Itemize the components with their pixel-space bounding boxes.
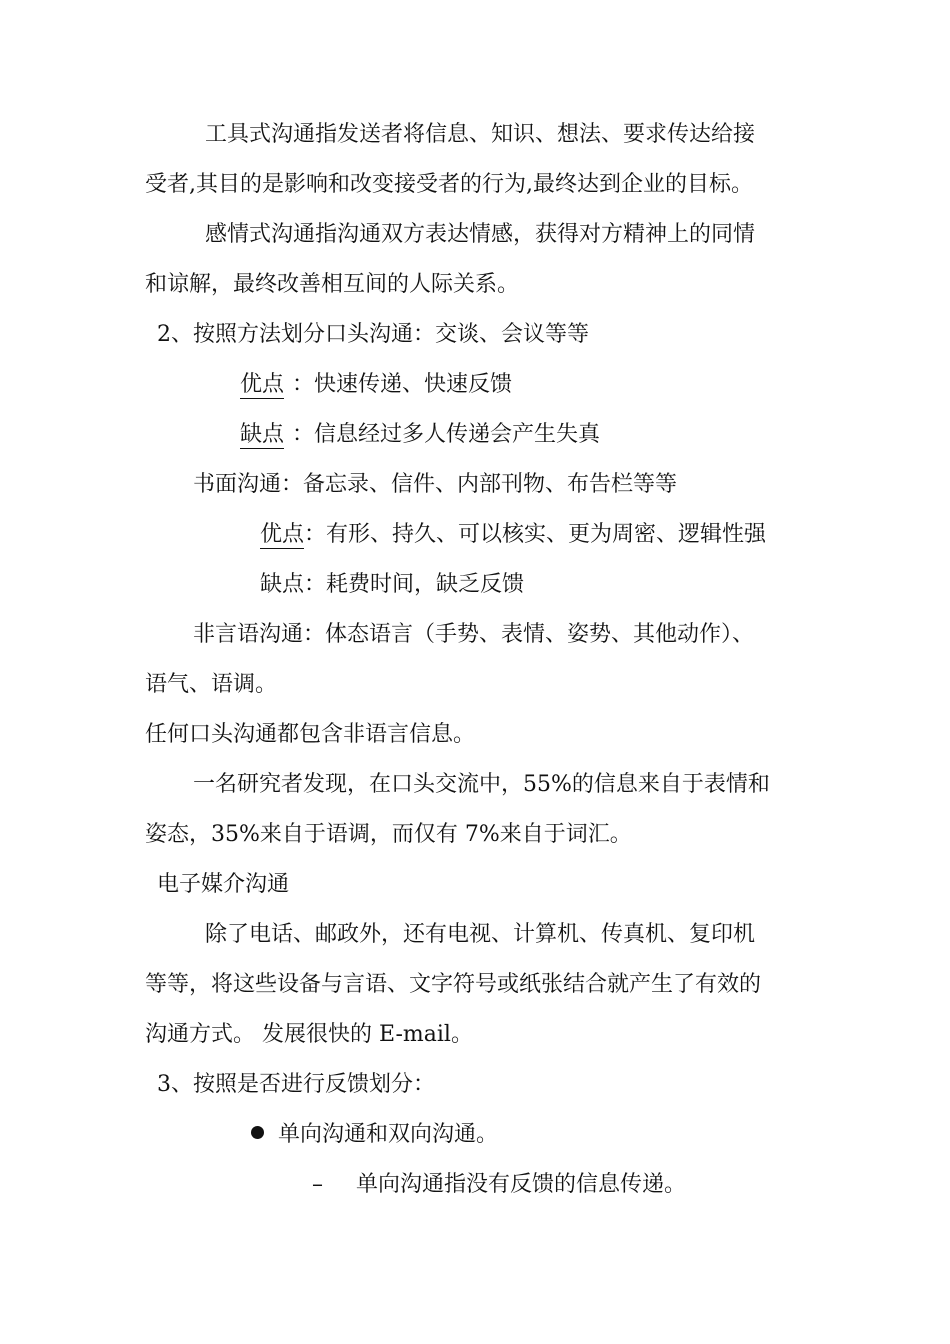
underlined-term: 优点: [260, 522, 305, 547]
para-line: 一名研究者发现，在口头交流中，55%的信息来自于表情和: [193, 772, 770, 797]
bullet-item: [251, 1120, 498, 1150]
para-line: 除了电话、邮政外，还有电视、计算机、传真机、复印机: [205, 922, 756, 947]
term-desc: ：快速传递、快速反馈: [292, 372, 513, 397]
para-line: 缺点：耗费时间，缺乏反馈: [260, 572, 525, 597]
dash-item: [312, 1170, 686, 1200]
para-line: [240, 370, 512, 400]
para-line: [240, 420, 600, 450]
para-line: 工具式沟通指发送者将信息、知识、想法、要求传达给接: [205, 122, 756, 147]
para-line: 语气、语调。: [145, 672, 278, 697]
bullet-icon: [251, 1126, 264, 1139]
section-heading: 3、按照是否进行反馈划分：: [157, 1072, 435, 1097]
underlined-term: 优点: [240, 372, 285, 397]
para-line: [260, 520, 766, 550]
term-desc: ：信息经过多人传递会产生失真: [292, 422, 601, 447]
bullet-text: 单向沟通和双向沟通。: [278, 1122, 499, 1147]
para-line: 任何口头沟通都包含非语言信息。: [145, 722, 476, 747]
para-line: 姿态，35%来自于语调，而仅有 7%来自于词汇。: [145, 822, 632, 847]
para-line: 书面沟通：备忘录、信件、内部刊物、布告栏等等: [193, 472, 678, 497]
para-line: 和谅解，最终改善相互间的人际关系。: [145, 272, 520, 297]
para-line: 受者,其目的是影响和改变接受者的行为,最终达到企业的目标。: [145, 172, 753, 197]
para-line: 感情式沟通指沟通双方表达情感，获得对方精神上的同情: [205, 222, 756, 247]
para-line: 非言语沟通：体态语言（手势、表情、姿势、其他动作）、: [193, 622, 755, 647]
dash-text: 单向沟通指没有反馈的信息传递。: [356, 1172, 687, 1197]
section-heading: 2、按照方法划分口头沟通：交谈、会议等等: [157, 322, 589, 347]
para-line: 等等，将这些设备与言语、文字符号或纸张结合就产生了有效的: [145, 972, 762, 997]
para-line: 沟通方式。 发展很快的 E-mail。: [145, 1022, 473, 1047]
underlined-term: 缺点: [240, 422, 285, 447]
subsection-heading: 电子媒介沟通: [157, 872, 290, 897]
dash-icon: –: [312, 1172, 323, 1197]
term-desc: ：有形、持久、可以核实、更为周密、逻辑性强: [304, 522, 767, 547]
